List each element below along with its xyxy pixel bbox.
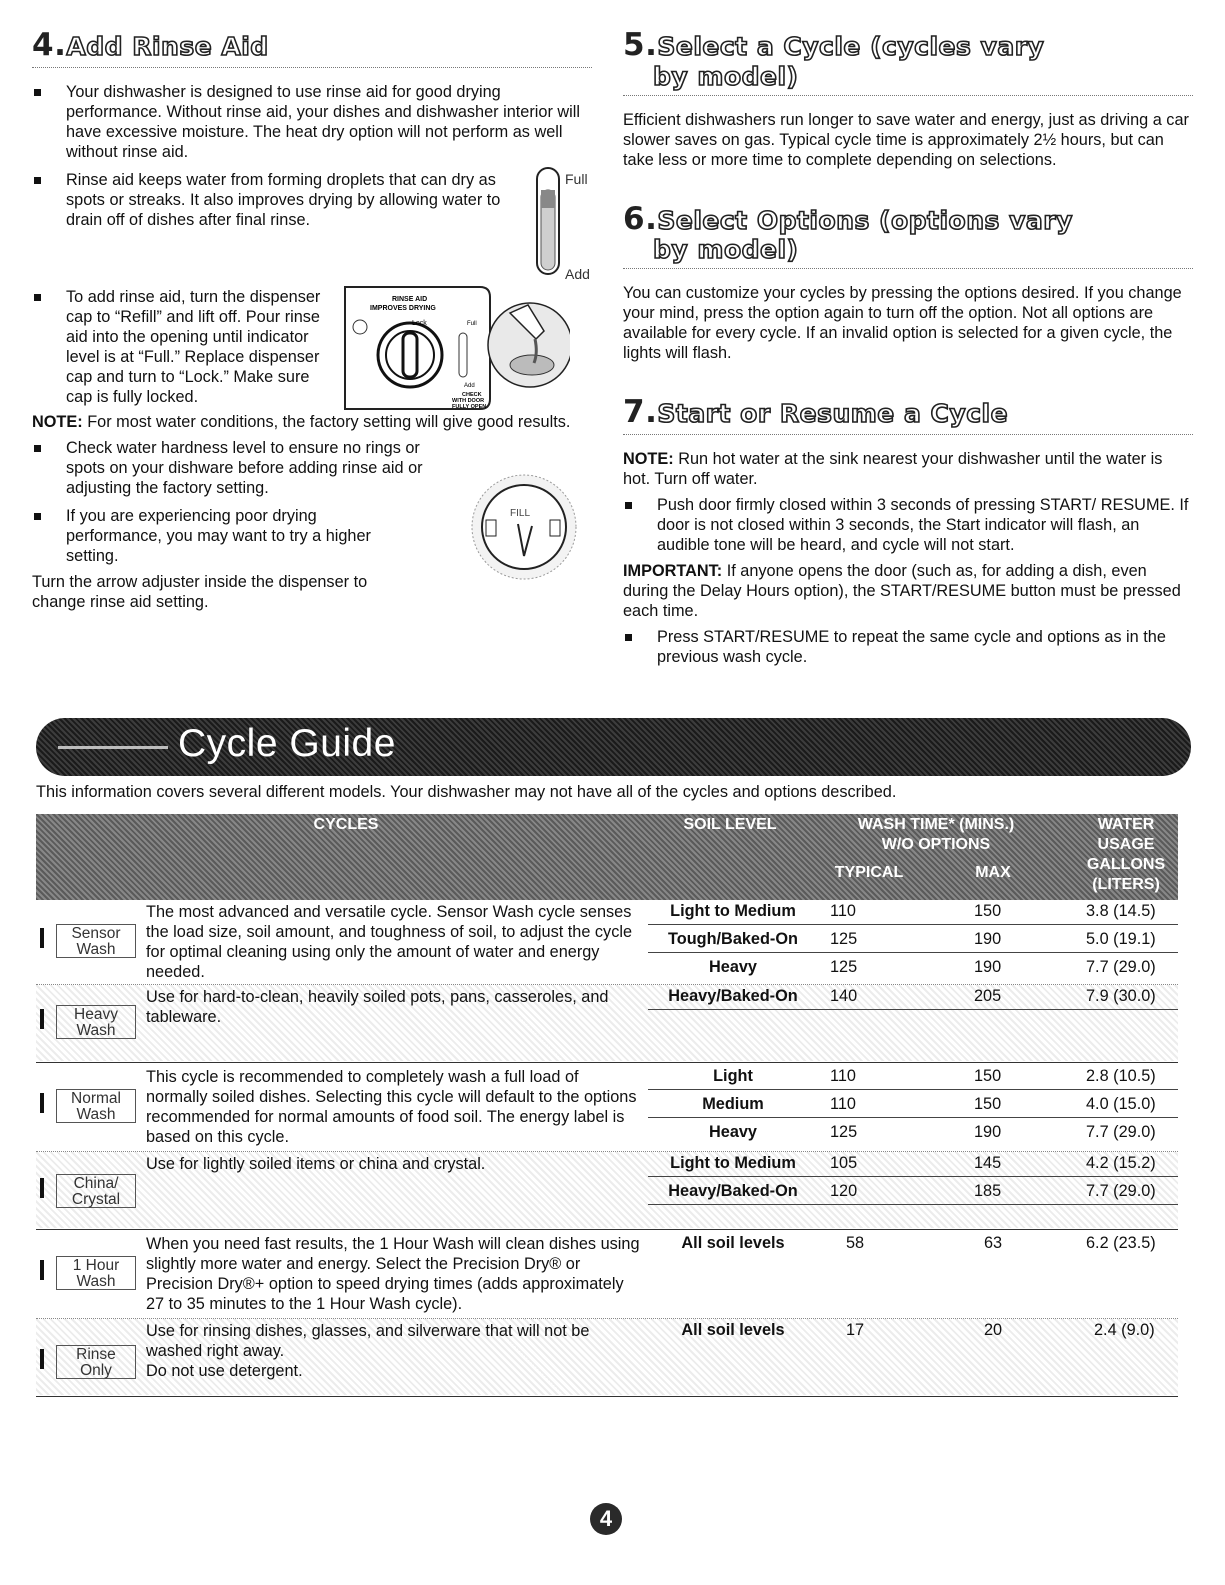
typical-time: 125 (830, 958, 858, 976)
cycle-name (56, 1089, 136, 1123)
cycle-name-line2: Wash (76, 1106, 116, 1123)
row-divider (648, 1176, 1178, 1177)
rinse-aid-bullet-5: If you are experiencing poor drying performance, you may want to try a higher setting. (32, 506, 396, 566)
cycle-description: Use for lightly soiled items or china and crystal. (146, 1155, 486, 1173)
soil-level: Light to Medium (670, 902, 796, 920)
section-4-heading (32, 28, 592, 63)
important-label: IMPORTANT: (623, 562, 723, 581)
section-title-line2: by model) (653, 61, 799, 91)
max-time: 190 (974, 958, 1002, 976)
water-usage: 2.8 (10.5) (1086, 1067, 1156, 1085)
header-usage: USAGE (1097, 836, 1155, 853)
cycle-description: The most advanced and versatile cycle. Sensor Wash cycle senses the load size, soil amount, and toughness of soil, to adjust the cycle for optimal cleaning using only the amount of water and energy needed. (146, 903, 633, 981)
row-divider (648, 1204, 1178, 1205)
soil-level: Light (713, 1067, 753, 1085)
row-divider (648, 924, 1178, 925)
note-label: NOTE: (623, 450, 674, 469)
cycle-name (56, 1174, 136, 1208)
cap-open-label: FULLY OPEN (452, 404, 487, 410)
water-usage: 7.7 (29.0) (1086, 958, 1156, 976)
header-cycles: CYCLES (313, 816, 379, 833)
badge-bar (40, 1349, 44, 1369)
typical-time: 120 (830, 1182, 858, 1200)
badge-bar (40, 1093, 44, 1113)
water-usage: 5.0 (19.1) (1086, 930, 1156, 948)
cap-lock-label: Lock (412, 320, 427, 327)
dial-fill-label: FILL (510, 508, 531, 519)
max-time: 205 (974, 987, 1002, 1005)
soil-level: All soil levels (681, 1234, 785, 1252)
section-5-heading (623, 28, 1193, 91)
cycle-row-rinse-only (36, 1319, 1178, 1395)
divider (32, 67, 592, 68)
water-usage: 3.8 (14.5) (1086, 902, 1156, 920)
section-title-line2: by model) (653, 235, 799, 265)
badge-bar (40, 928, 44, 948)
cycle-description-warning: Do not use detergent. (146, 1362, 303, 1380)
max-time: 145 (974, 1154, 1002, 1172)
water-usage: 4.0 (15.0) (1086, 1095, 1156, 1113)
cycle-name-line2: Crystal (71, 1191, 121, 1208)
row-separator (36, 1229, 1178, 1230)
section-7-heading (623, 395, 1193, 430)
cycle-row-sensor-wash (36, 902, 1178, 984)
soil-level: All soil levels (681, 1321, 785, 1339)
row-divider (648, 1089, 1178, 1090)
section-number: 6. (623, 200, 658, 237)
cycle-description: This cycle is recommended to completely wash a full load of normally soiled dishes. Selecting this cycle will default to the options recommended for normal amounts of food soil. The energy label is based on this cycle. (146, 1068, 637, 1146)
rinse-aid-dispenser-figure (340, 283, 570, 413)
cycle-guide-title: Cycle Guide (178, 722, 396, 765)
divider (623, 95, 1193, 96)
max-time: 190 (974, 1123, 1002, 1141)
cap-rinse-label: RINSE AID (392, 296, 428, 303)
cycle-name-line1: Rinse (76, 1346, 116, 1363)
typical-time: 105 (830, 1154, 858, 1172)
divider (623, 268, 1193, 269)
soil-level: Heavy/Baked-On (668, 987, 798, 1005)
header-typical: TYPICAL (834, 864, 904, 881)
water-usage: 2.4 (9.0) (1094, 1321, 1155, 1339)
section-title: Select a Cycle (cycles vary (657, 32, 1045, 61)
cycle-name-line2: Wash (76, 1022, 116, 1039)
section-number: 4. (32, 27, 67, 63)
typical-time: 110 (830, 1067, 856, 1085)
rinse-aid-bullet-3: To add rinse aid, turn the dispenser cap to “Refill” and lift off. Pour rinse aid into the opening until indicator level is at “Full.” Replace dispenser cap and turn to “Lock.” Make sure cap is fully locked. (32, 287, 336, 407)
row-divider (648, 1009, 1178, 1010)
cycle-name-line1: Heavy (74, 1006, 118, 1023)
cycle-name (56, 1256, 136, 1290)
cycle-name-line1: Normal (71, 1090, 121, 1107)
soil-level: Medium (702, 1095, 764, 1113)
rinse-aid-bullet-4: Check water hardness level to ensure no rings or spots on your dishware before adding rinse aid or adjusting the factory setting. (32, 438, 451, 498)
cycle-name-line1: 1 Hour (72, 1257, 120, 1274)
level-full-label: Full (565, 171, 588, 187)
row-divider (648, 952, 1178, 953)
rinse-aid-bullet-1: Your dishwasher is designed to use rinse aid for good drying performance. Without rinse aid, your dishes and dishwasher interior will have excessive moisture. The heat dry option will not perform as well without rinse aid. (32, 82, 592, 162)
header-soil-level: SOIL LEVEL (683, 816, 777, 833)
header-gallons: GALLONS (1086, 856, 1166, 873)
start-important (623, 561, 1193, 621)
select-cycle-body: Efficient dishwashers run longer to save water and energy, just as driving a car slower saves on gas. Typical cycle time is approximately 2½ hours, but can take less or more time to complete depending on selections. (623, 110, 1189, 169)
note-label: NOTE: (32, 412, 83, 431)
rinse-aid-tail: Turn the arrow adjuster inside the dispenser to change rinse aid setting. (32, 572, 368, 611)
max-time: 63 (984, 1234, 1003, 1252)
max-time: 185 (974, 1182, 1002, 1200)
typical-time: 140 (830, 987, 858, 1005)
cycle-name-line2: Wash (76, 1273, 116, 1290)
page-number: 4 (590, 1503, 622, 1535)
cycle-name (56, 924, 136, 958)
typical-time: 125 (830, 1123, 858, 1141)
soil-level: Heavy/Baked-On (668, 1182, 798, 1200)
cap-check-label: CHECK (462, 392, 482, 398)
soil-level: Heavy (709, 1123, 757, 1141)
cycle-description: Use for hard-to-clean, heavily soiled pots, pans, casseroles, and tableware. (146, 988, 609, 1026)
cap-improves-label: IMPROVES DRYING (370, 305, 436, 312)
rinse-aid-note (32, 412, 592, 432)
divider (623, 434, 1193, 435)
cycle-guide-banner (36, 718, 1191, 776)
section-number: 7. (623, 394, 658, 431)
cycle-name-line1: China/ (73, 1175, 119, 1192)
max-time: 150 (974, 902, 1002, 920)
water-usage: 7.7 (29.0) (1086, 1182, 1156, 1200)
typical-time: 58 (846, 1234, 865, 1252)
water-usage: 7.9 (30.0) (1086, 987, 1156, 1005)
rinse-aid-bullet-2: Rinse aid keeps water from forming droplets that can dry as spots or streaks. It also improves drying by allowing water to drain off of dishes after final rinse. (32, 170, 592, 230)
row-divider (648, 1117, 1178, 1118)
header-liters: (LITERS) (1092, 876, 1160, 893)
max-time: 190 (974, 930, 1002, 948)
badge-bar (40, 1009, 44, 1029)
cycle-row-normal-wash (36, 1067, 1178, 1151)
typical-time: 110 (830, 1095, 856, 1113)
note-text: Run hot water at the sink nearest your dishwasher until the water is hot. Turn off water. (623, 450, 1163, 489)
table-bottom-border (36, 1396, 1178, 1397)
start-bullet-1: Push door firmly closed within 3 seconds of pressing START/ RESUME. If door is not closed within 3 seconds, the Start indicator will flash, an audible tone will be heard, and cycle will not start. (623, 495, 1193, 555)
soil-level: Heavy (709, 958, 757, 976)
typical-time: 17 (846, 1321, 865, 1339)
rinse-aid-level-indicator (532, 160, 602, 285)
rinse-aid-adjuster-dial (462, 472, 592, 582)
row-separator (36, 1062, 1178, 1063)
max-time: 20 (984, 1321, 1003, 1339)
cycle-name (56, 1005, 136, 1039)
soil-level: Light to Medium (670, 1154, 796, 1172)
start-note (623, 449, 1193, 489)
cycle-table-header (36, 814, 1178, 900)
typical-time: 110 (830, 902, 856, 920)
badge-bar (40, 1260, 44, 1280)
select-options-body: You can customize your cycles by pressing the options desired. If you change your mind, press the option again to turn off the option. Not all options are available for every cycle. If an invalid option is selected for a given cycle, the lights will flash. (623, 284, 1182, 363)
banner-dash (58, 746, 168, 749)
level-add-label: Add (565, 266, 590, 282)
cap-full-label: Full (467, 321, 477, 327)
water-usage: 6.2 (23.5) (1086, 1234, 1156, 1252)
header-max: MAX (975, 864, 1011, 881)
cycle-guide-intro: This information covers several different models. Your dishwasher may not have all of the cycles and options described. (36, 783, 897, 801)
cycle-description: When you need fast results, the 1 Hour Wash will clean dishes using slightly more water and energy. Select the Precision Dry® or Precision Dry®+ option to speed drying times (adds approximately 27 to 35 minutes to the 1 Hour Wash cycle). (146, 1235, 640, 1313)
max-time: 150 (974, 1095, 1002, 1113)
cycle-description-text: Use for rinsing dishes, glasses, and silverware that will not be washed right away. (146, 1322, 590, 1360)
max-time: 150 (974, 1067, 1002, 1085)
soil-level: Tough/Baked-On (668, 930, 798, 948)
cycle-row-heavy-wash (36, 985, 1178, 1061)
typical-time: 125 (830, 930, 858, 948)
section-title: Select Options (options vary (657, 205, 1073, 235)
cycle-name-line2: Only (80, 1362, 112, 1379)
section-6-heading (623, 202, 1193, 265)
water-usage: 4.2 (15.2) (1086, 1154, 1156, 1172)
cap-door-label: WITH DOOR (452, 398, 485, 404)
section-right-column (623, 28, 1193, 667)
cycle-name (56, 1345, 136, 1379)
cycle-row-1-hour-wash (36, 1234, 1178, 1318)
important-text: If anyone opens the door (such as, for adding a dish, even during the Delay Hours option), the START/RESUME button must be pressed each time. (623, 562, 1181, 621)
start-bullet-2: Press START/RESUME to repeat the same cycle and options as in the previous wash cycle. (623, 627, 1193, 667)
cycle-name-line1: Sensor (71, 925, 121, 942)
section-number: 5. (623, 27, 658, 63)
section-title: Add Rinse Aid (66, 32, 269, 61)
water-usage: 7.7 (29.0) (1086, 1123, 1156, 1141)
cycle-name-line2: Wash (76, 941, 116, 958)
header-water: WATER (1097, 816, 1155, 833)
badge-bar (40, 1178, 44, 1198)
cap-add-label: Add (464, 383, 475, 389)
cycle-row-china-crystal (36, 1152, 1178, 1228)
header-wo-options: W/O OPTIONS (881, 836, 991, 853)
header-wash-time: WASH TIME* (MINS.) (857, 816, 1015, 833)
section-title: Start or Resume a Cycle (657, 399, 1009, 429)
cycle-description (146, 1321, 641, 1381)
note-text: For most water conditions, the factory setting will give good results. (87, 412, 571, 431)
